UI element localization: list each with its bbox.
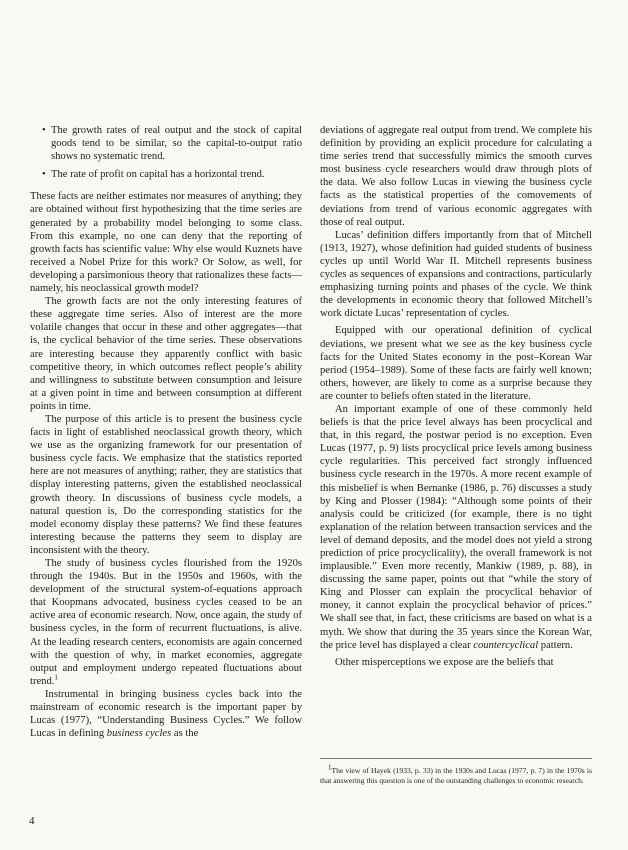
bullet-item: • The rate of profit on capital has a horizontal trend. [30,168,302,181]
body-paragraph: These facts are neither estimates nor measures of anything; they are obtained without first hypothesizing that the time series are generated by a probability model belonging to some class. From this example, no one can deny that the reporting of growth facts has scientific value: Why else would Kuznets have received a Nobel Prize for this work? Or Solow, as well, for developing a parsimonious theory that rationalizes these facts—namely, his neoclassical growth model? [30,191,302,295]
left-column [30,124,302,740]
right-column [320,124,592,669]
paragraph-text: Instrumental in bringing business cycles back into the mainstream of economic research is the important paper by Lucas (1977), “Understanding Business Cycles.” We follow Lucas in defining [30,688,302,740]
body-paragraph [320,403,592,652]
paragraph-text: pattern. [538,639,573,651]
paragraph-text: An important example of one of these commonly held beliefs is that the price level always has been procyclical and that, in this regard, the postwar period is no exception. Even Lucas (1977, p. 9) lists procyclical price levels among business cycle regularities. This perceived fact strongly influenced business cycle research in the 1970s. A more recent example of this misbelief is when Bernanke (1986, p. 76) discusses a study by King and Plosser (1984): “Although some points of their analysis could be criticized (for example, there is no tight explanation of the relation between transaction services and the level of demand deposits, and the model does not yield a strong prediction of price procyclicality), the overall framework is not implausible.” Even more recently, Mankiw (1989, p. 88), in discussing the same paper, points out that “while the story of King and Plosser can explain the procyclical behavior of money, it cannot explain the procyclical behavior of prices.” We shall see that, in fact, these criticisms are based on what is a myth. We show that during the 35 years since the Korean War, the price level has displayed a clear [320,403,592,651]
body-paragraph: The growth facts are not the only interesting features of these aggregate time series. Also of interest are the more volatile changes that occur in these and other aggregates—that is, the cyclical behavior of the time series. These observations are interesting because they apparently conflict with basic competitive theory, in which outcomes reflect people’s ability and willingness to substitute between consumption and leisure at a given point in time and between consumption at different points in time. [30,296,302,412]
continued-paragraph: deviations of aggregate real output from trend. We complete his definition by providing an explicit procedure for calculating a time series trend that successfully mimics the smooth curves most business cycle researchers would draw through plots of the data. We also follow Lucas in viewing the business cycle facts as the statistical properties of the comovements of deviations from trend of various economic aggregates with those of real output. [320,125,592,228]
footnote-marker: 1 [328,763,332,772]
body-paragraph: Lucas’ definition differs importantly from that of Mitchell (1913, 1927), whose definition had guided students of business cycles up until World War II. Mitchell represents business cycles as sequences of expansions and contractions, particularly emphasizing turning points and phases of the cycle. We think the developments in economic theory that followed Mitchell’s work dictate Lucas’ representation of cycles. [320,229,592,320]
footnote-text: The view of Hayek (1933, p. 33) in the 1930s and Lucas (1977, p. 7) in the 1970s is that answering this question is one of the outstanding challenges to economic research. [320,766,592,785]
footnote-body [320,763,592,786]
growth-facts-list [30,124,302,181]
body-paragraph: Equipped with our operational definition of cyclical deviations, we present what we see as the key business cycle facts for the United States economy in the post–Korean War period (1954–1989). Some of these facts are fairly well known; others, however, are likely to come as a surprise because they are counter to beliefs often stated in the literature. [320,325,592,402]
emphasized-term: business cycles [106,728,172,740]
paragraph-text: The study of business cycles flourished from the 1920s through the 1940s. But in the 1950s and 1960s, with the development of the structural system-of-equations approach that Koopmans advocated, business cycles ceased to be an active area of economic research. Now, once again, the study of business cycles, in the form of recurrent fluctuations, is alive. At the leading research centers, economists are again concerned with the question of why, in market economies, aggregate output and employment undergo repeated fluctuations about trend. [30,558,302,687]
page-number: 4 [29,815,35,827]
body-paragraph [30,688,302,740]
paragraph-text: as the [171,728,199,740]
body-paragraph [30,557,302,688]
footnote [320,758,592,786]
emphasized-term: countercyclical [473,639,539,651]
body-paragraph: The purpose of this article is to present the business cycle facts in light of established neoclassical growth theory, which we use as the organizing framework for our presentation of business cycle facts. We emphasize that the statistics reported here are not measures of anything; rather, they are statistics that display interesting patterns, given the established neoclassical growth theory. In discussions of business cycle models, a natural question is, Do the corresponding statistics for the model economy display these patterns? We find these features interesting because the patterns they seem to display are inconsistent with the theory. [30,413,302,556]
bullet-item: • The growth rates of real output and the stock of capital goods tend to be similar, so the capital-to-output ratio shows no systematic trend. [30,124,302,163]
footnote-reference: 1 [54,673,58,682]
body-paragraph: Other misperceptions we expose are the beliefs that [335,656,554,668]
